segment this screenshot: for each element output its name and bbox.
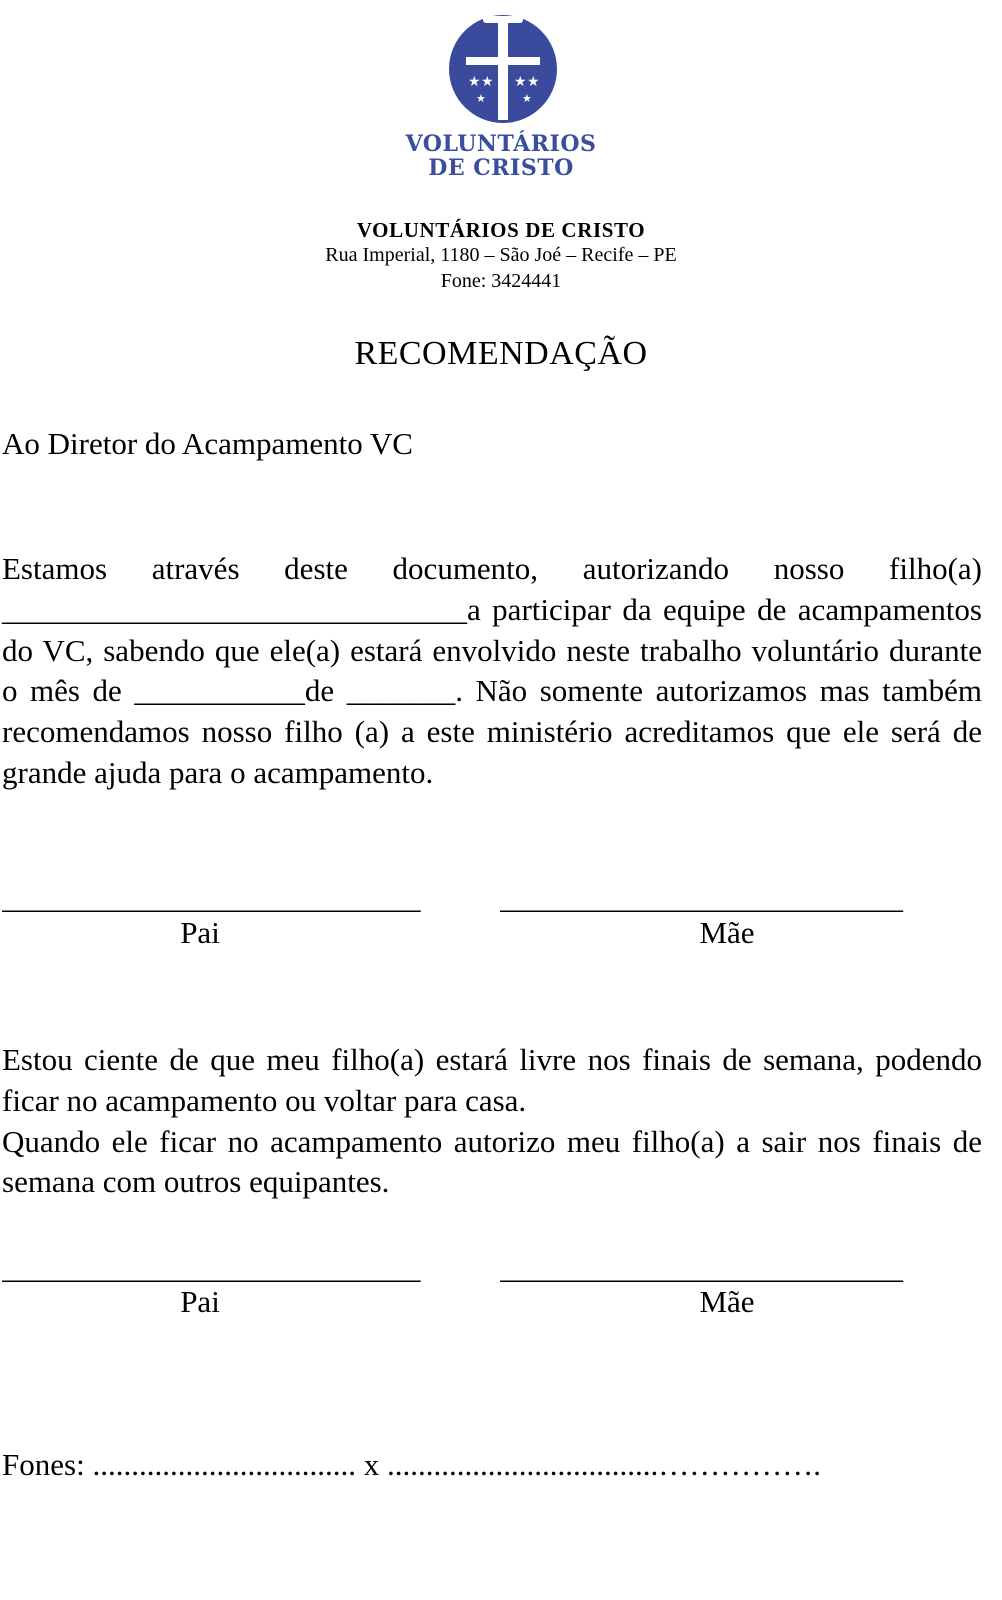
voluntarios-de-cristo-logo [448,14,558,124]
weekend-consent-line2: Quando ele ficar no acampamento autorizo meu filho(a) a sair nos finais de semana com outros equipantes. [2,1123,982,1200]
svg-text:★: ★ [476,92,486,105]
salutation: Ao Diretor do Acampamento VC [2,426,413,461]
father-label-2: Pai [180,1284,220,1319]
child-name-blank: ______________________________ [2,591,467,627]
paragraph1-part2: a participar da equipe de acampamentos do VC, sabendo que ele(a) estará envolvido neste trabalho voluntário durante o mês de [2,591,982,709]
phone-dots-right: ...................................……………. [386,1447,821,1482]
mother-label-1: Mãe [699,915,755,950]
svg-text:★: ★ [522,92,532,105]
paragraph1-part3: de [304,673,335,709]
paragraph1-part1: Estamos através deste documento, autorizando nosso filho(a) [2,551,982,586]
svg-text:★: ★ [527,74,540,90]
father-label-1: Pai [180,915,220,950]
logo-text-line2: DE CRISTO [428,155,574,181]
organization-name: VOLUNTÁRIOS DE CRISTO [356,218,646,242]
phone-dots-left: .................................. [92,1447,356,1482]
organization-phone: Fone: 3424441 [440,270,562,292]
father-signature-line-1: ___________________________ [2,880,421,915]
phones-label: Fones: [2,1447,85,1482]
svg-text:★: ★ [481,74,494,90]
svg-text:★: ★ [468,74,481,90]
document-title: RECOMENDAÇÃO [354,335,648,372]
father-signature-line-2: ___________________________ [2,1250,421,1285]
phone-separator: x [363,1447,380,1482]
logo-text-line1: VOLUNTÁRIOS [405,131,597,157]
organization-address: Rua Imperial, 1180 – São Joé – Recife – PE [325,244,677,266]
mother-signature-line-1: __________________________ [500,880,903,915]
authorization-paragraph [2,549,982,794]
svg-text:★: ★ [514,74,527,90]
paragraph1-part4: . Não somente autorizamos mas também recomendamos nosso filho (a) a este ministério acreditamos que ele será de grande ajuda para o acampamento. [2,673,982,790]
mother-label-2: Mãe [699,1284,755,1319]
mother-signature-line-2: __________________________ [500,1250,903,1285]
phones-line [2,1447,821,1483]
year-blank: _______ [346,673,456,709]
month-blank: ___________ [134,673,305,709]
weekend-consent-line1: Estou ciente de que meu filho(a) estará livre nos finais de semana, podendo ficar no acampamento ou voltar para casa. [2,1042,982,1118]
weekend-consent-paragraph [2,1040,982,1203]
